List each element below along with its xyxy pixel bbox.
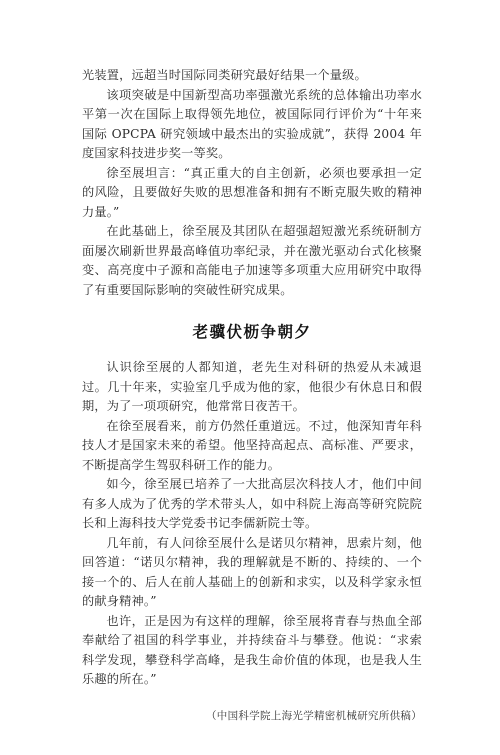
paragraph-dedication: 认识徐至展的人都知道，老先生对科研的热爱从未减退过。几十年来，实验室几乎成为他的家，他很少有休息日和假期，为了一项项研究，他常常日夜苦干。 (82, 360, 422, 413)
source-note: （中国科学院上海光学精密机械研究所供稿） (206, 709, 422, 722)
paragraph-achievements: 在此基础上，徐至展及其团队在超强超短激光系统研制方面屡次刷新世界最高峰值功率纪录，并在激光驱动台式化核聚变、高亮度中子源和高能电子加速等多项重大应用研究中取得了有重要国际影响的突破性研究成果。 (82, 224, 422, 297)
section-title: 老骥伏枥争朝夕 (192, 323, 312, 341)
paragraph-continuation: 光装置，远超当时国际同类研究最好结果一个量级。 (82, 68, 367, 82)
paragraph-young-talent: 在徐至展看来，前方仍然任重道远。不过，他深知青年科技人才是国家未来的希望。他坚持高起点、高标准、严要求，不断提高学生驾驭科研工作的能力。 (82, 418, 422, 472)
paragraph-quote-innovation: 徐至展坦言：“真正重大的自主创新，必须也要承担一定的风险，且要做好失败的思想准备和拥有不断克服失败的精神力量。” (82, 165, 422, 219)
paragraph-closing-quote: 也许，正是因为有这样的理解，徐至展将青春与热血全部奉献给了祖国的科学事业，并持续奋斗与攀登。他说：“求索科学发现，攀登科学高峰，是我生命价值的体现，也是我人生乐趣的所在。” (82, 613, 422, 686)
paragraph-students: 如今，徐至展已培养了一大批高层次科技人才，他们中间有多人成为了优秀的学术带头人，如中科院上海高等研究院院长和上海科技大学党委书记李儒新院士等。 (82, 477, 422, 530)
document-page (82, 66, 422, 723)
paragraph-nobel-spirit: 几年前，有人问徐至展什么是诺贝尔精神，思索片刻，他回答道：“诺贝尔精神，我的理解就是不断的、持续的、一个接一个的、后人在前人基础上的创新和求实，以及科学家永恒的献身精神。” (82, 535, 422, 608)
paragraph-breakthrough: 该项突破是中国新型高功率强激光系统的总体输出功率水平第一次在国际上取得领先地位，被国际同行评价为“十年来国际 OPCPA 研究领域中最杰出的实验成就”，获得 2004 年度国家科技进步奖一等奖。 (82, 87, 422, 160)
